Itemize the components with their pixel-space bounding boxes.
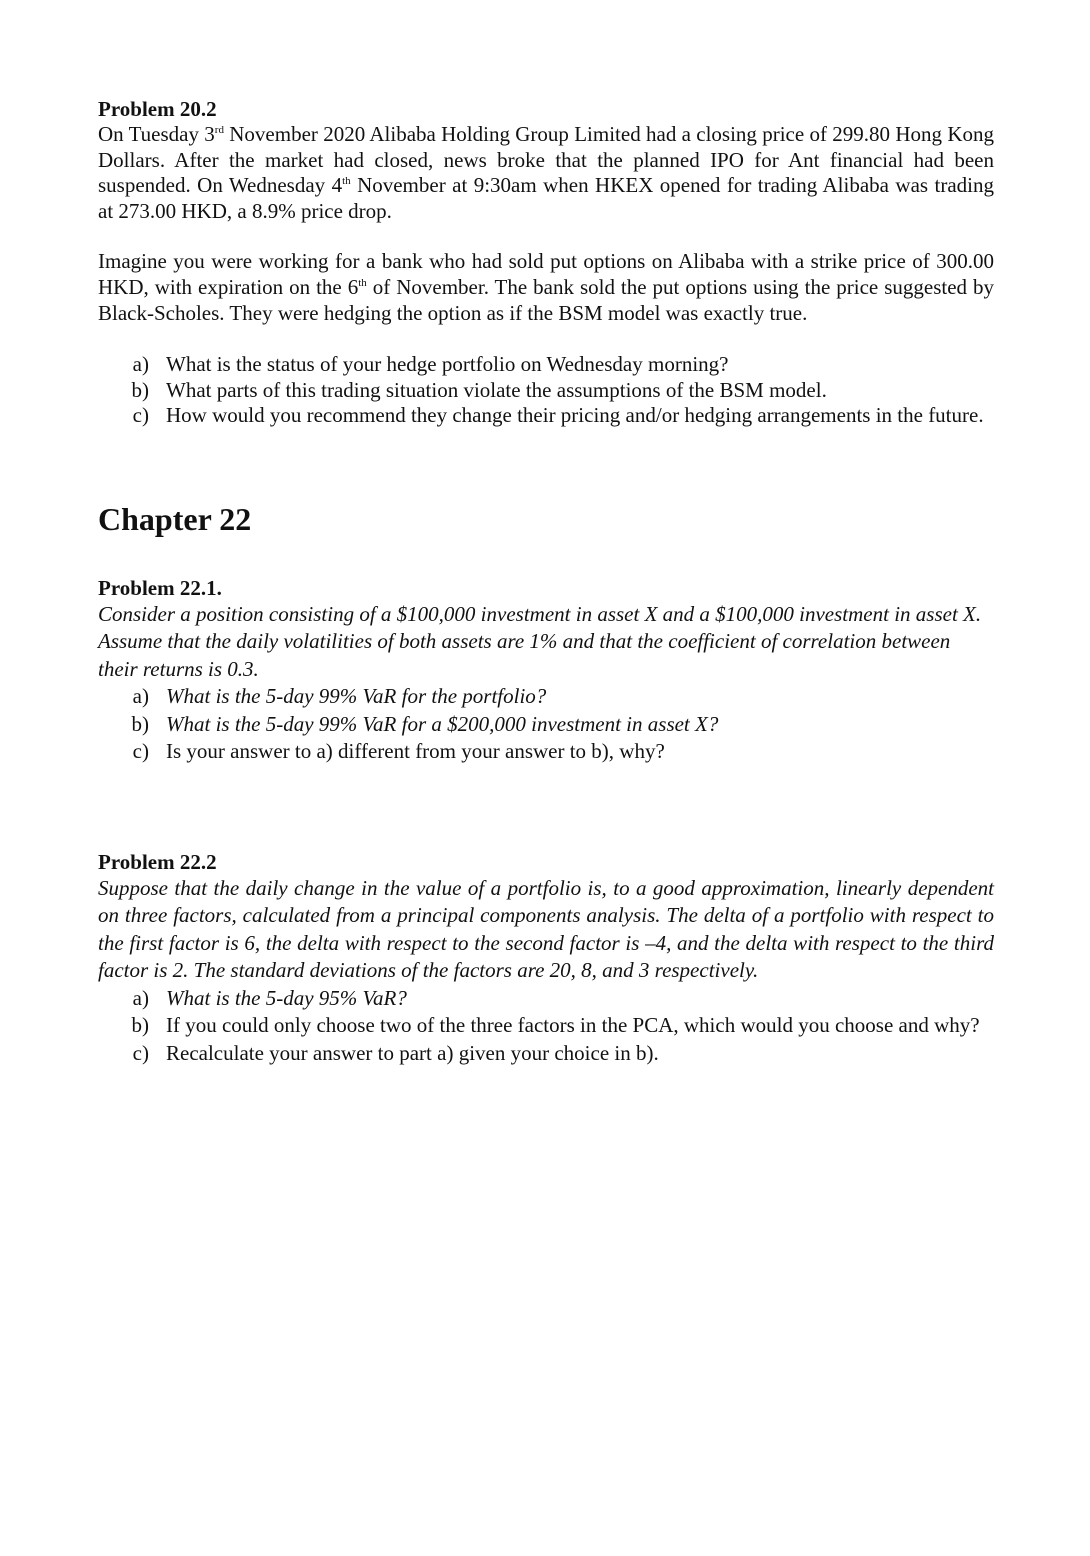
- list-marker: c): [132, 1040, 149, 1065]
- list-item-text: How would you recommend they change their pricing and/or hedging arrangements in the future.: [166, 403, 984, 428]
- list-marker: b): [131, 711, 149, 736]
- document-page: [98, 96, 994, 1067]
- list-item-text: What is the status of your hedge portfolio on Wednesday morning?: [166, 352, 729, 377]
- list-marker: a): [132, 985, 149, 1010]
- text-run: On Tuesday 3: [98, 122, 215, 146]
- problem-22-1-list: [98, 683, 994, 766]
- list-item-text: What is the 5-day 95% VaR?: [166, 985, 407, 1010]
- list-marker: a): [132, 684, 149, 709]
- chapter-title: Chapter 22: [98, 500, 252, 537]
- list-item: [98, 711, 994, 739]
- list-item: [98, 352, 994, 378]
- problem-22-2-list: [98, 985, 994, 1068]
- list-item: [98, 1012, 994, 1040]
- list-item-text: Is your answer to a) different from your answer to b), why?: [166, 739, 665, 764]
- list-item: [98, 985, 994, 1013]
- problem-22-1-title: Problem 22.1.: [98, 575, 222, 600]
- list-item: [98, 403, 994, 429]
- list-marker: b): [131, 377, 149, 402]
- superscript: th: [358, 276, 367, 289]
- list-item: [98, 683, 994, 711]
- list-item-text: What is the 5-day 99% VaR for the portfolio?: [166, 684, 547, 709]
- list-item-text: If you could only choose two of the three factors in the PCA, which would you choose and why?: [166, 1013, 980, 1038]
- superscript: rd: [214, 124, 224, 136]
- text-run: Imagine you were working for a bank who had sold put options on Alibaba with a strike price of 300.00 HKD, with expiration on the 6: [98, 249, 994, 299]
- problem-22-2-intro: Suppose that the daily change in the value of a portfolio is, to a good approximation, linearly dependent on three factors, calculated from a principal components analysis. The delta of a portfolio with respect to the first factor is 6, the delta with respect to the second factor is –4, and the delta with respect to the third factor is 2. The standard deviations of the factors are 20, 8, and 3 respectively.: [98, 875, 994, 983]
- list-marker: c): [132, 739, 149, 764]
- text-run: November at 9:30am when HKEX opened for trading Alibaba was trading at 273.00 HKD, a 8.9% price drop.: [98, 173, 994, 223]
- list-item-text: What parts of this trading situation violate the assumptions of the BSM model.: [166, 377, 827, 402]
- problem-20-2-title: Problem 20.2: [98, 97, 217, 121]
- list-marker: c): [132, 403, 149, 428]
- list-item: [98, 738, 994, 766]
- list-marker: b): [131, 1013, 149, 1038]
- superscript: th: [342, 175, 351, 188]
- problem-22-1-intro: Consider a position consisting of a $100,000 investment in asset X and a $100,000 investment in asset X. Assume that the daily volatilities of both assets are 1% and that the coefficient of correlation between their returns is 0.3.: [98, 601, 982, 681]
- list-item-text: What is the 5-day 99% VaR for a $200,000 investment in asset X?: [166, 711, 719, 736]
- problem-22-2-title: Problem 22.2: [98, 849, 217, 874]
- text-run: November 2020 Alibaba Holding Group Limited had a closing price of 299.80 Hong Kong Dollars. After the market had closed, news broke that the planned IPO for Ant financial had been suspended. On Wednesday 4: [98, 122, 994, 198]
- list-item: [98, 378, 994, 404]
- list-item-text: Recalculate your answer to part a) given your choice in b).: [166, 1040, 659, 1065]
- problem-20-2-paragraph-1: [98, 122, 994, 224]
- problem-20-2-paragraph-2: [98, 249, 994, 326]
- problem-20-2-list: [98, 352, 994, 429]
- list-marker: a): [132, 352, 149, 377]
- text-run: of November. The bank sold the put options using the price suggested by Black-Scholes. They were hedging the option as if the BSM model was exactly true.: [98, 274, 995, 325]
- list-item: [98, 1040, 994, 1068]
